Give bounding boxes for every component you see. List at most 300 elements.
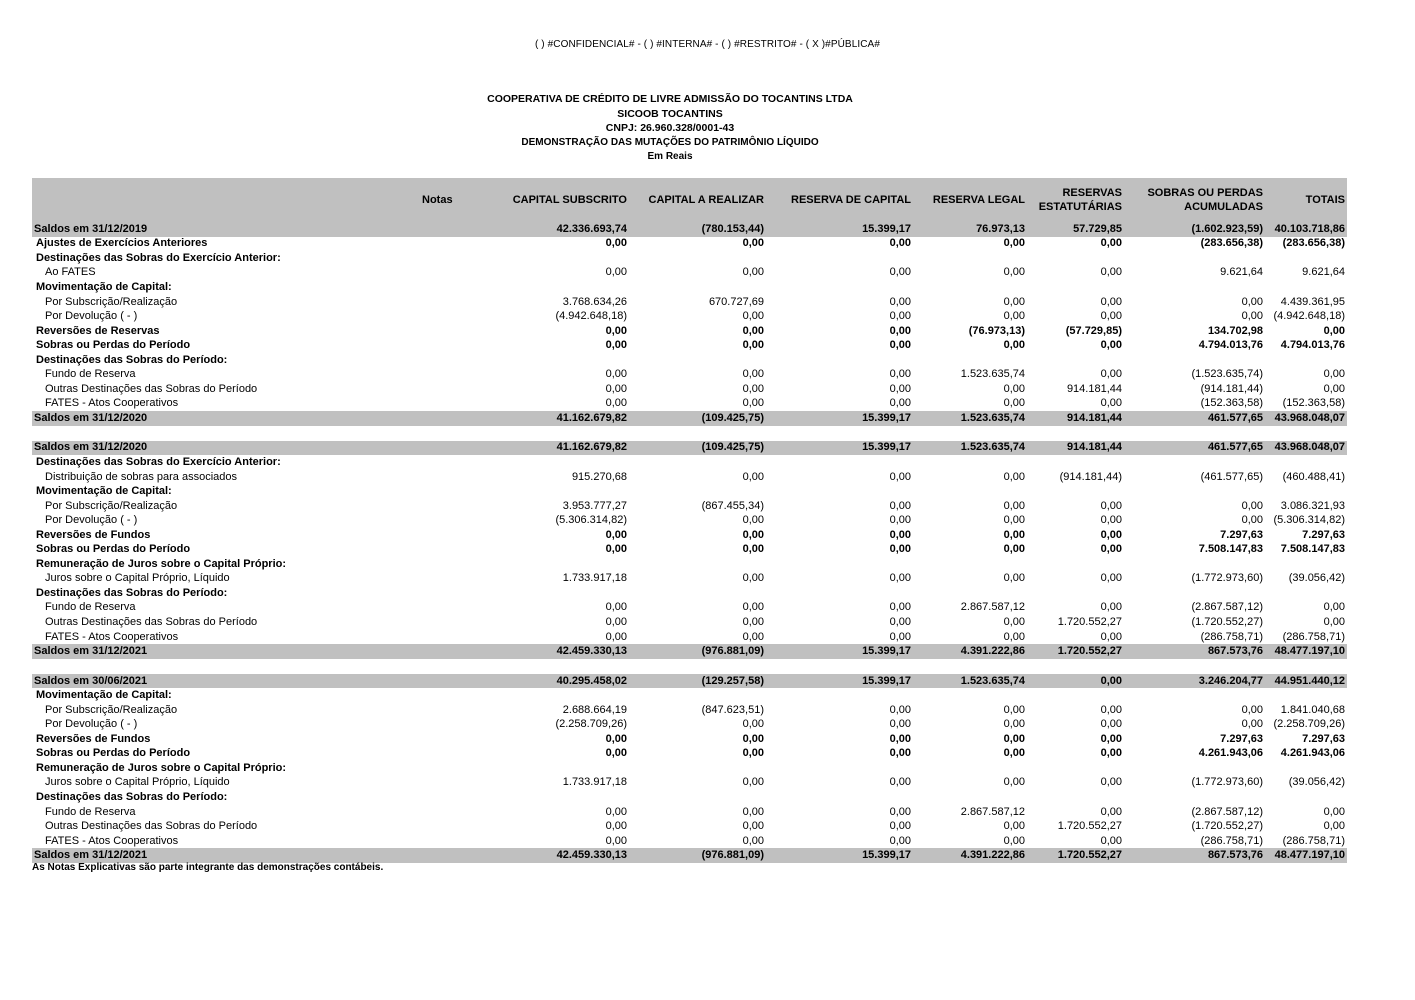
cell-reservas-estatutarias <box>1027 557 1124 572</box>
cell-capital-subscrito: 0,00 <box>605 543 627 556</box>
company-short-name: SICOOB TOCANTINS <box>617 107 723 120</box>
cell-reserva-legal <box>913 586 1027 601</box>
cell-reserva-capital <box>766 455 913 470</box>
row-notas <box>420 353 456 368</box>
cell-totais: (460.488,41) <box>1282 470 1345 483</box>
cell-capital-subscrito <box>456 761 629 776</box>
cell-totais: (286.758,71) <box>1282 834 1345 847</box>
cell-reserva-legal: 2.867.587,12 <box>960 805 1025 818</box>
row-label: Destinações das Sobras do Período: <box>36 586 228 599</box>
header-description <box>32 178 420 222</box>
cell-capital-subscrito: 0,00 <box>605 382 627 395</box>
table-row <box>32 834 1347 849</box>
cell-capital-subscrito: 3.953.777,27 <box>562 499 627 512</box>
cell-capital-subscrito: 0,00 <box>605 237 627 250</box>
cell-sobras-acumuladas: 7.508.147,83 <box>1198 543 1263 556</box>
cell-sobras-acumuladas <box>1124 761 1265 776</box>
cell-reserva-legal: 0,00 <box>1003 615 1025 628</box>
cell-reserva-legal: 0,00 <box>1003 718 1025 731</box>
cell-reserva-capital <box>766 790 913 805</box>
row-notas <box>420 338 456 353</box>
cell-capital-subscrito: 0,00 <box>605 732 627 745</box>
row-label: Por Subscrição/Realização <box>45 295 178 308</box>
cell-totais: 0,00 <box>1323 820 1345 833</box>
cell-totais: (5.306.314,82) <box>1273 514 1345 527</box>
cell-reserva-legal: 2.867.587,12 <box>960 601 1025 614</box>
cell-reserva-legal <box>913 790 1027 805</box>
cell-totais: (152.363,58) <box>1282 397 1345 410</box>
cell-totais <box>1265 659 1347 674</box>
header-reserva-legal: RESERVA LEGAL <box>913 178 1027 222</box>
row-notas <box>420 630 456 645</box>
cell-capital-a-realizar: 0,00 <box>742 776 764 789</box>
cell-capital-subscrito <box>456 688 629 703</box>
cell-capital-a-realizar: (976.881,09) <box>629 848 766 863</box>
cell-totais <box>1265 353 1347 368</box>
cell-sobras-acumuladas: (1.772.973,60) <box>1191 776 1263 789</box>
cell-totais: 7.508.147,83 <box>1280 543 1345 556</box>
cell-capital-subscrito: 0,00 <box>605 747 627 760</box>
cell-reservas-estatutarias <box>1027 761 1124 776</box>
balance-row <box>32 674 1347 689</box>
cell-reservas-estatutarias <box>1027 280 1124 295</box>
row-notas <box>420 455 456 470</box>
cell-capital-a-realizar: 0,00 <box>742 368 764 381</box>
cell-reservas-estatutarias: 1.720.552,27 <box>1027 848 1124 863</box>
cell-capital-a-realizar: 0,00 <box>742 514 764 527</box>
spacer-row <box>32 426 1347 441</box>
table-row <box>32 732 1347 747</box>
row-notas <box>420 324 456 339</box>
table-row <box>32 280 1347 295</box>
cell-reserva-capital: 0,00 <box>889 834 911 847</box>
cell-reserva-legal: 1.523.635,74 <box>913 411 1027 426</box>
cell-sobras-acumuladas <box>1124 353 1265 368</box>
row-notas <box>420 426 456 441</box>
cell-capital-a-realizar <box>629 280 766 295</box>
row-label: Sobras ou Perdas do Período <box>36 747 191 760</box>
row-notas <box>420 776 456 791</box>
cell-sobras-acumuladas <box>1124 280 1265 295</box>
row-notas <box>420 237 456 252</box>
cell-capital-subscrito: (5.306.314,82) <box>555 514 627 527</box>
cell-capital-subscrito: 0,00 <box>605 805 627 818</box>
table-row <box>32 455 1347 470</box>
cell-sobras-acumuladas <box>1124 586 1265 601</box>
cell-reserva-legal <box>913 557 1027 572</box>
table-row <box>32 528 1347 543</box>
cell-reserva-capital: 0,00 <box>889 499 911 512</box>
cell-reserva-legal <box>913 761 1027 776</box>
row-label: Destinações das Sobras do Exercício Anterior: <box>36 455 281 468</box>
row-label: Destinações das Sobras do Período: <box>36 353 228 366</box>
row-label: Reversões de Fundos <box>36 528 151 541</box>
cell-reservas-estatutarias <box>1027 790 1124 805</box>
cell-reserva-legal: 0,00 <box>1003 572 1025 585</box>
cell-totais: (2.258.709,26) <box>1273 718 1345 731</box>
cell-reserva-capital <box>766 353 913 368</box>
cell-sobras-acumuladas <box>1124 455 1265 470</box>
row-notas <box>420 732 456 747</box>
cell-reservas-estatutarias: 0,00 <box>1100 237 1122 250</box>
cell-sobras-acumuladas: (1.523.635,74) <box>1191 368 1263 381</box>
cell-reservas-estatutarias: 0,00 <box>1100 572 1122 585</box>
cell-totais: (39.056,42) <box>1288 572 1345 585</box>
cell-sobras-acumuladas <box>1124 426 1265 441</box>
table-row <box>32 484 1347 499</box>
cell-reserva-capital: 0,00 <box>889 776 911 789</box>
cell-sobras-acumuladas: (2.867.587,12) <box>1191 805 1263 818</box>
cell-totais <box>1265 484 1347 499</box>
cell-reserva-legal <box>913 280 1027 295</box>
row-label: Distribuição de sobras para associados <box>45 470 237 483</box>
cell-sobras-acumuladas: (283.656,38) <box>1200 237 1263 250</box>
row-notas <box>420 659 456 674</box>
cell-totais: 48.477.197,10 <box>1265 644 1347 659</box>
cell-totais: 1.841.040,68 <box>1280 703 1345 716</box>
header-reserva-capital: RESERVA DE CAPITAL <box>766 178 913 222</box>
cell-totais: 4.794.013,76 <box>1280 339 1345 352</box>
cell-sobras-acumuladas: (914.181,44) <box>1200 382 1263 395</box>
row-notas <box>420 411 456 426</box>
cell-reserva-capital: 0,00 <box>889 266 911 279</box>
cell-reservas-estatutarias <box>1027 659 1124 674</box>
cell-reservas-estatutarias: 0,00 <box>1100 295 1122 308</box>
table-row <box>32 542 1347 557</box>
cell-sobras-acumuladas: (1.772.973,60) <box>1191 572 1263 585</box>
cell-capital-subscrito <box>456 426 629 441</box>
row-notas <box>420 382 456 397</box>
cell-sobras-acumuladas: 0,00 <box>1241 499 1263 512</box>
row-label: Por Devolução ( - ) <box>45 310 138 323</box>
cell-totais <box>1265 426 1347 441</box>
row-label: Juros sobre o Capital Próprio, Líquido <box>45 776 230 789</box>
cell-reserva-capital <box>766 659 913 674</box>
cell-capital-a-realizar: 0,00 <box>742 732 764 745</box>
cell-capital-a-realizar <box>629 251 766 266</box>
cell-capital-subscrito: 0,00 <box>605 397 627 410</box>
row-label: FATES - Atos Cooperativos <box>45 397 179 410</box>
cell-capital-a-realizar: 670.727,69 <box>708 295 764 308</box>
cell-reserva-legal: (76.973,13) <box>968 324 1025 337</box>
cell-capital-subscrito: 1.733.917,18 <box>562 776 627 789</box>
row-label: Ao FATES <box>45 266 96 279</box>
row-label: Ajustes de Exercícios Anteriores <box>36 237 208 250</box>
cell-reserva-legal: 1.523.635,74 <box>913 674 1027 689</box>
cell-reservas-estatutarias <box>1027 586 1124 601</box>
table-header-row <box>32 178 1347 222</box>
row-notas <box>420 309 456 324</box>
cell-reservas-estatutarias: 0,00 <box>1100 310 1122 323</box>
row-label: Movimentação de Capital: <box>36 689 172 702</box>
cell-capital-subscrito: 0,00 <box>605 528 627 541</box>
row-notas <box>420 834 456 849</box>
cell-totais: 7.297,63 <box>1302 732 1345 745</box>
cell-reservas-estatutarias: 0,00 <box>1100 747 1122 760</box>
table-row <box>32 309 1347 324</box>
row-label: Por Subscrição/Realização <box>45 499 178 512</box>
cell-reservas-estatutarias: 0,00 <box>1100 368 1122 381</box>
cell-capital-subscrito <box>456 790 629 805</box>
cell-capital-a-realizar: (976.881,09) <box>629 644 766 659</box>
cell-capital-a-realizar <box>629 761 766 776</box>
row-label: Fundo de Reserva <box>45 368 136 381</box>
cell-reservas-estatutarias: 1.720.552,27 <box>1057 615 1122 628</box>
cell-sobras-acumuladas: 461.577,65 <box>1124 441 1265 456</box>
cell-reserva-capital: 0,00 <box>889 470 911 483</box>
row-label: Fundo de Reserva <box>45 805 136 818</box>
cell-reserva-capital <box>766 586 913 601</box>
cell-reserva-legal: 4.391.222,86 <box>913 848 1027 863</box>
cell-reserva-capital: 0,00 <box>889 805 911 818</box>
cell-sobras-acumuladas: 0,00 <box>1241 703 1263 716</box>
cell-capital-subscrito: 0,00 <box>605 615 627 628</box>
cell-totais <box>1265 586 1347 601</box>
cell-reserva-capital: 0,00 <box>889 295 911 308</box>
cell-reservas-estatutarias: 0,00 <box>1100 601 1122 614</box>
cell-reserva-capital: 0,00 <box>889 630 911 643</box>
cell-capital-a-realizar <box>629 790 766 805</box>
cell-reserva-legal <box>913 659 1027 674</box>
row-label: Movimentação de Capital: <box>36 280 172 293</box>
cell-reservas-estatutarias: 914.181,44 <box>1027 411 1124 426</box>
row-notas <box>420 790 456 805</box>
cell-reserva-legal: 0,00 <box>1003 732 1025 745</box>
cell-reserva-capital: 0,00 <box>889 514 911 527</box>
cell-capital-subscrito: 1.733.917,18 <box>562 572 627 585</box>
cell-reservas-estatutarias: 0,00 <box>1100 499 1122 512</box>
cell-sobras-acumuladas: 0,00 <box>1241 514 1263 527</box>
cell-reservas-estatutarias: (914.181,44) <box>1059 470 1122 483</box>
row-notas <box>420 513 456 528</box>
row-notas <box>420 222 456 237</box>
cell-capital-a-realizar: 0,00 <box>742 543 764 556</box>
cell-reservas-estatutarias: 0,00 <box>1100 834 1122 847</box>
table-row <box>32 397 1347 412</box>
cell-reserva-capital: 15.399,17 <box>766 644 913 659</box>
row-notas <box>420 674 456 689</box>
cell-reservas-estatutarias <box>1027 251 1124 266</box>
cell-reserva-legal: 0,00 <box>1003 776 1025 789</box>
table-row <box>32 747 1347 762</box>
cell-reserva-capital: 0,00 <box>889 601 911 614</box>
cell-capital-subscrito: 42.459.330,13 <box>456 848 629 863</box>
cell-capital-a-realizar: 0,00 <box>742 382 764 395</box>
row-notas <box>420 761 456 776</box>
cell-capital-subscrito: 0,00 <box>605 820 627 833</box>
cell-reserva-legal <box>913 426 1027 441</box>
cell-sobras-acumuladas: 7.297,63 <box>1220 732 1263 745</box>
row-label: Saldos em 31/12/2020 <box>32 441 420 456</box>
table-row <box>32 586 1347 601</box>
cell-sobras-acumuladas: 461.577,65 <box>1124 411 1265 426</box>
row-notas <box>420 644 456 659</box>
cell-reserva-legal <box>913 353 1027 368</box>
cell-reservas-estatutarias <box>1027 455 1124 470</box>
cell-sobras-acumuladas: 0,00 <box>1241 295 1263 308</box>
cell-reserva-legal: 0,00 <box>1003 747 1025 760</box>
cell-capital-a-realizar: (109.425,75) <box>629 411 766 426</box>
row-label: Saldos em 31/12/2020 <box>32 411 420 426</box>
row-notas <box>420 805 456 820</box>
cell-capital-a-realizar <box>629 484 766 499</box>
cell-capital-subscrito <box>456 484 629 499</box>
spacer-row <box>32 659 1347 674</box>
cell-sobras-acumuladas: 0,00 <box>1241 718 1263 731</box>
cell-sobras-acumuladas: 7.297,63 <box>1220 528 1263 541</box>
row-notas <box>420 557 456 572</box>
row-label: Movimentação de Capital: <box>36 485 172 498</box>
currency-note: Em Reais <box>647 151 693 163</box>
cell-reservas-estatutarias: 0,00 <box>1100 339 1122 352</box>
cell-sobras-acumuladas: (2.867.587,12) <box>1191 601 1263 614</box>
row-notas <box>420 367 456 382</box>
cell-capital-a-realizar: 0,00 <box>742 324 764 337</box>
table-row <box>32 630 1347 645</box>
cell-reservas-estatutarias: 0,00 <box>1100 266 1122 279</box>
cell-reservas-estatutarias: 1.720.552,27 <box>1057 820 1122 833</box>
table-row <box>32 251 1347 266</box>
table-row <box>32 572 1347 587</box>
cell-totais: 44.951.440,12 <box>1265 674 1347 689</box>
row-notas <box>420 266 456 281</box>
cell-reserva-capital: 0,00 <box>889 703 911 716</box>
header-sobras-acumuladas: SOBRAS OU PERDAS ACUMULADAS <box>1124 178 1265 222</box>
row-notas <box>420 572 456 587</box>
row-notas <box>420 703 456 718</box>
cell-capital-subscrito: 41.162.679,82 <box>456 441 629 456</box>
cell-reservas-estatutarias: 0,00 <box>1100 397 1122 410</box>
cell-reserva-legal: 0,00 <box>1003 703 1025 716</box>
row-label: Saldos em 30/06/2021 <box>32 674 420 689</box>
cell-totais: 0,00 <box>1323 368 1345 381</box>
row-notas <box>420 251 456 266</box>
row-label: Destinações das Sobras do Período: <box>36 791 228 803</box>
cell-reserva-capital <box>766 688 913 703</box>
cell-totais: 4.261.943,06 <box>1280 747 1345 760</box>
cell-capital-a-realizar: 0,00 <box>742 601 764 614</box>
cell-capital-subscrito: 42.336.693,74 <box>456 222 629 237</box>
cell-reservas-estatutarias: 0,00 <box>1100 528 1122 541</box>
cell-totais: 0,00 <box>1323 615 1345 628</box>
cell-reserva-legal <box>913 484 1027 499</box>
table-row <box>32 615 1347 630</box>
cell-totais <box>1265 280 1347 295</box>
cell-totais <box>1265 761 1347 776</box>
cell-reservas-estatutarias: 0,00 <box>1100 630 1122 643</box>
cell-capital-subscrito <box>456 455 629 470</box>
cell-totais: 7.297,63 <box>1302 528 1345 541</box>
row-notas <box>420 848 456 863</box>
cell-reserva-capital: 0,00 <box>889 310 911 323</box>
cell-sobras-acumuladas <box>1124 251 1265 266</box>
cell-sobras-acumuladas <box>1124 659 1265 674</box>
cell-reservas-estatutarias: 0,00 <box>1100 703 1122 716</box>
cell-sobras-acumuladas: (1.720.552,27) <box>1191 820 1263 833</box>
cell-reservas-estatutarias: 0,00 <box>1100 732 1122 745</box>
table-row <box>32 688 1347 703</box>
cell-capital-a-realizar: 0,00 <box>742 834 764 847</box>
cell-reserva-legal: 0,00 <box>1003 499 1025 512</box>
cell-reserva-capital: 0,00 <box>889 718 911 731</box>
cell-reservas-estatutarias: 57.729,85 <box>1027 222 1124 237</box>
cell-capital-a-realizar: (780.153,44) <box>629 222 766 237</box>
cell-reserva-legal <box>913 688 1027 703</box>
row-label: Outras Destinações das Sobras do Período <box>45 382 258 395</box>
cell-reserva-legal: 0,00 <box>1003 266 1025 279</box>
cell-reserva-capital: 0,00 <box>889 820 911 833</box>
cell-capital-a-realizar: (867.455,34) <box>701 499 764 512</box>
cell-capital-subscrito: 3.768.634,26 <box>562 295 627 308</box>
document-header <box>0 92 1340 165</box>
table-row <box>32 266 1347 281</box>
equity-changes-table <box>32 178 1347 863</box>
cell-sobras-acumuladas: (286.758,71) <box>1200 630 1263 643</box>
cell-reserva-capital <box>766 761 913 776</box>
cell-capital-subscrito: 2.688.664,19 <box>562 703 627 716</box>
cell-capital-subscrito: 0,00 <box>605 630 627 643</box>
cell-capital-subscrito: 0,00 <box>605 834 627 847</box>
header-reservas-estatutarias: RESERVAS ESTATUTÁRIAS <box>1027 178 1124 222</box>
cell-sobras-acumuladas: (286.758,71) <box>1200 834 1263 847</box>
row-notas <box>420 688 456 703</box>
row-notas <box>420 718 456 733</box>
row-label: Por Devolução ( - ) <box>45 514 138 527</box>
cell-capital-a-realizar: 0,00 <box>742 805 764 818</box>
cell-reservas-estatutarias <box>1027 353 1124 368</box>
table-row <box>32 776 1347 791</box>
cell-totais: 0,00 <box>1323 382 1345 395</box>
cell-capital-subscrito: (2.258.709,26) <box>555 718 627 731</box>
cell-capital-subscrito <box>456 659 629 674</box>
row-notas <box>420 441 456 456</box>
balance-row <box>32 441 1347 456</box>
cell-totais: (4.942.648,18) <box>1273 310 1345 323</box>
cell-reserva-capital: 15.399,17 <box>766 848 913 863</box>
row-label: Saldos em 31/12/2021 <box>32 644 420 659</box>
cell-sobras-acumuladas: 867.573,76 <box>1124 644 1265 659</box>
cell-capital-a-realizar: 0,00 <box>742 572 764 585</box>
row-notas <box>420 484 456 499</box>
table-row <box>32 499 1347 514</box>
cell-capital-a-realizar: (847.623,51) <box>701 703 764 716</box>
cell-reserva-legal: 0,00 <box>1003 310 1025 323</box>
cell-reservas-estatutarias: 0,00 <box>1027 674 1124 689</box>
table-row <box>32 338 1347 353</box>
cell-reserva-capital: 0,00 <box>889 543 911 556</box>
cell-totais: 0,00 <box>1323 805 1345 818</box>
cell-capital-a-realizar: 0,00 <box>742 820 764 833</box>
cell-sobras-acumuladas: (152.363,58) <box>1200 397 1263 410</box>
row-notas <box>420 528 456 543</box>
cell-reserva-capital: 0,00 <box>889 572 911 585</box>
cell-totais <box>1265 688 1347 703</box>
cell-sobras-acumuladas <box>1124 484 1265 499</box>
cell-capital-subscrito: 0,00 <box>605 266 627 279</box>
row-notas <box>420 295 456 310</box>
cell-sobras-acumuladas: (1.720.552,27) <box>1191 615 1263 628</box>
cell-capital-a-realizar <box>629 586 766 601</box>
cell-reserva-legal: 1.523.635,74 <box>913 441 1027 456</box>
cell-capital-a-realizar: 0,00 <box>742 615 764 628</box>
table-row <box>32 353 1347 368</box>
cell-reserva-legal: 0,00 <box>1003 543 1025 556</box>
cell-capital-a-realizar <box>629 688 766 703</box>
cell-reserva-capital: 0,00 <box>889 382 911 395</box>
row-notas <box>420 470 456 485</box>
cell-sobras-acumuladas <box>1124 557 1265 572</box>
cell-sobras-acumuladas: (461.577,65) <box>1200 470 1263 483</box>
